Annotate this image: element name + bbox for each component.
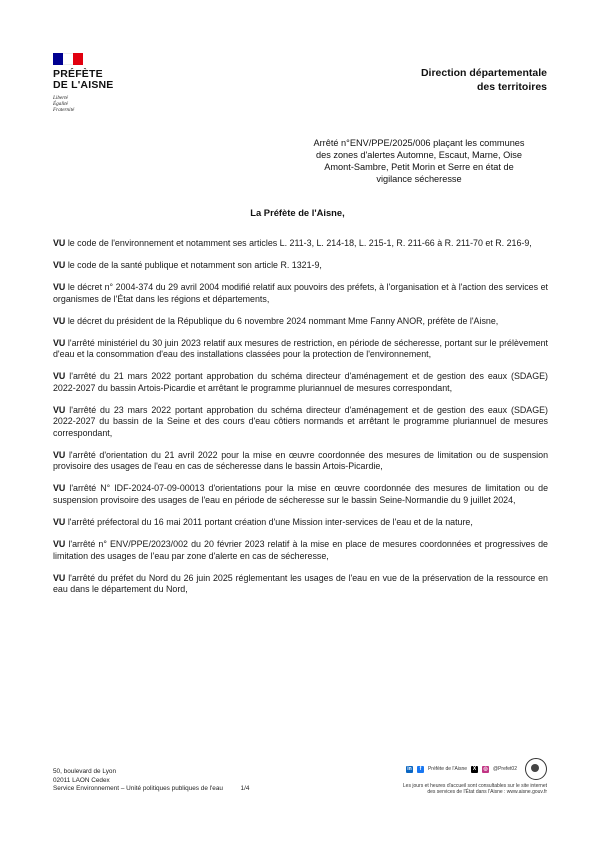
address-city: 02011 LAON Cedex	[53, 776, 110, 784]
issuing-authority: La Préfète de l'Aisne,	[250, 207, 345, 218]
consideration-paragraph	[53, 238, 548, 250]
consideration-text: l'arrêté N° IDF-2024-07-09-00013 d'orientations pour la mise en œuvre coordonnée des mesures de limitation ou de suspension provisoire des usages de l'eau en période de sécheresse sur le bassin Seine-Normandie du 9 juillet 2024,	[53, 483, 549, 506]
social-x-label[interactable]: @Prefet02	[493, 766, 517, 772]
address-street: 50, boulevard de Lyon	[53, 768, 117, 775]
consideration-text: l'arrêté du 23 mars 2022 portant approbation du schéma directeur d'aménagement et de gestion des eaux (SDAGE) 2022-2027 du bassin de la Seine et des cours d'eau côtiers normands et arrêtant le programme pluriannuel de mesures correspondant,	[53, 404, 549, 438]
vu-label: VU	[53, 371, 66, 382]
opening-hours-line2: des services de l'État dans l'Aisne : www.aisne.gouv.fr	[427, 789, 547, 796]
opening-hours-line1: Les jours et heures d'accueil sont consultables sur le site internet	[402, 783, 547, 789]
consideration-text: l'arrêté préfectoral du 16 mai 2011 portant création d'une Mission inter-services de l'eau et de la nature,	[67, 517, 473, 528]
label-badge-icon	[525, 758, 547, 780]
facebook-icon[interactable]: f	[417, 766, 424, 773]
vu-label: VU	[53, 517, 66, 528]
vu-label: VU	[53, 238, 66, 248]
direction-line2: des territoires	[476, 81, 547, 93]
republic-motto	[53, 95, 143, 113]
footer-contact	[347, 758, 547, 796]
vu-label: VU	[53, 449, 66, 460]
vu-label: VU	[53, 315, 66, 326]
consideration-paragraph	[53, 573, 548, 596]
vu-label: VU	[53, 483, 66, 494]
page-number: 1/4	[240, 785, 250, 793]
consideration-paragraph	[53, 371, 548, 394]
vu-label: VU	[53, 404, 66, 415]
vu-label: VU	[53, 259, 66, 270]
consideration-text: le code de l'environnement et notamment ses articles L. 211-3, L. 214-18, L. 215-1, R. 211-66 à R. 211-70 et R. 216-9,	[67, 238, 532, 248]
consideration-text: le code de la santé publique et notamment son article R. 1321-9,	[67, 259, 322, 270]
consideration-text: l'arrêté d'orientation du 21 avril 2022 pour la mise en œuvre coordonnée des mesures de limitation ou de suspension provisoire des usages de l'eau en cas de sécheresse dans le bassin Artois-Picardie,	[53, 449, 549, 472]
consideration-paragraph	[53, 483, 548, 506]
motto-liberte: Liberté	[53, 95, 68, 101]
consideration-paragraph	[53, 338, 548, 361]
republic-flag-icon	[53, 53, 83, 65]
consideration-paragraph	[53, 405, 548, 440]
consideration-text: l'arrêté du préfet du Nord du 26 juin 2025 réglementant les usages de l'eau en vue de la préservation de la ressource en eau dans le département du Nord,	[53, 572, 548, 595]
considerations-list	[53, 238, 548, 606]
prefecture-name-line1: PRÉFÈTE	[53, 68, 103, 80]
vu-label: VU	[53, 281, 66, 292]
decree-title-line1: Arrêté n°ENV/PPE/2025/006 plaçant les communes	[313, 138, 525, 148]
consideration-text: l'arrêté du 21 mars 2022 portant approbation du schéma directeur d'aménagement et de gestion des eaux (SDAGE) 2022-2027 du bassin Artois-Picardie et arrêtant le programme pluriannuel de mesures correspondant,	[53, 371, 549, 393]
consideration-text: le décret n° 2004-374 du 29 avril 2004 modifié relatif aux pouvoirs des préfets, à l'organisation et à l'action des services et organismes de l'État dans les régions et départements,	[53, 281, 548, 304]
consideration-text: l'arrêté n° ENV/PPE/2023/002 du 20 février 2023 relatif à la mise en place de mesures coordonnées et progressives de limitation des usages de l'eau par zone d'alerte en cas de sécheresse,	[53, 539, 548, 561]
decree-title-line4: vigilance sécheresse	[376, 174, 462, 184]
service-name: Service Environnement – Unité politiques publiques de l'eau	[53, 785, 223, 793]
direction-line1: Direction départementale	[420, 67, 547, 79]
service-line	[53, 785, 249, 794]
prefecture-name-line2: DE L'AISNE	[53, 79, 114, 91]
consideration-text: le décret du président de la République du 6 novembre 2024 nommant Mme Fanny ANOR, préfète de l'Aisne,	[67, 315, 499, 326]
consideration-paragraph	[53, 450, 548, 473]
issuing-direction	[421, 66, 547, 94]
consideration-paragraph	[53, 517, 548, 529]
opening-hours-note	[347, 783, 547, 796]
consideration-paragraph	[53, 539, 548, 562]
consideration-text: l'arrêté ministériel du 30 juin 2023 relatif aux mesures de restriction, en période de sécheresse, portant sur le prélèvement d'eau et la consommation d'eau des installations classées pour la protection de l'environnement,	[53, 337, 548, 360]
vu-label: VU	[53, 337, 66, 348]
decree-title-line3: Amont-Sambre, Petit Morin et Serre en état de	[324, 162, 514, 172]
decree-title-line2: des zones d'alertes Automne, Escaut, Marne, Oise	[315, 150, 523, 160]
consideration-paragraph	[53, 282, 548, 305]
consideration-paragraph	[53, 260, 548, 272]
x-icon[interactable]: X	[472, 765, 477, 772]
vu-label: VU	[53, 572, 66, 583]
vu-label: VU	[53, 539, 66, 549]
prefecture-logo	[53, 53, 143, 113]
social-facebook-label[interactable]: Préfète de l'Aisne	[427, 766, 468, 772]
motto-egalite: Égalité	[53, 101, 68, 107]
motto-fraternite: Fraternité	[53, 107, 75, 113]
footer-address	[53, 768, 249, 794]
linkedin-icon[interactable]: in	[407, 765, 412, 772]
social-links	[347, 758, 547, 780]
consideration-paragraph	[53, 316, 548, 328]
decree-title	[286, 137, 552, 185]
instagram-icon[interactable]: ◎	[483, 765, 488, 772]
